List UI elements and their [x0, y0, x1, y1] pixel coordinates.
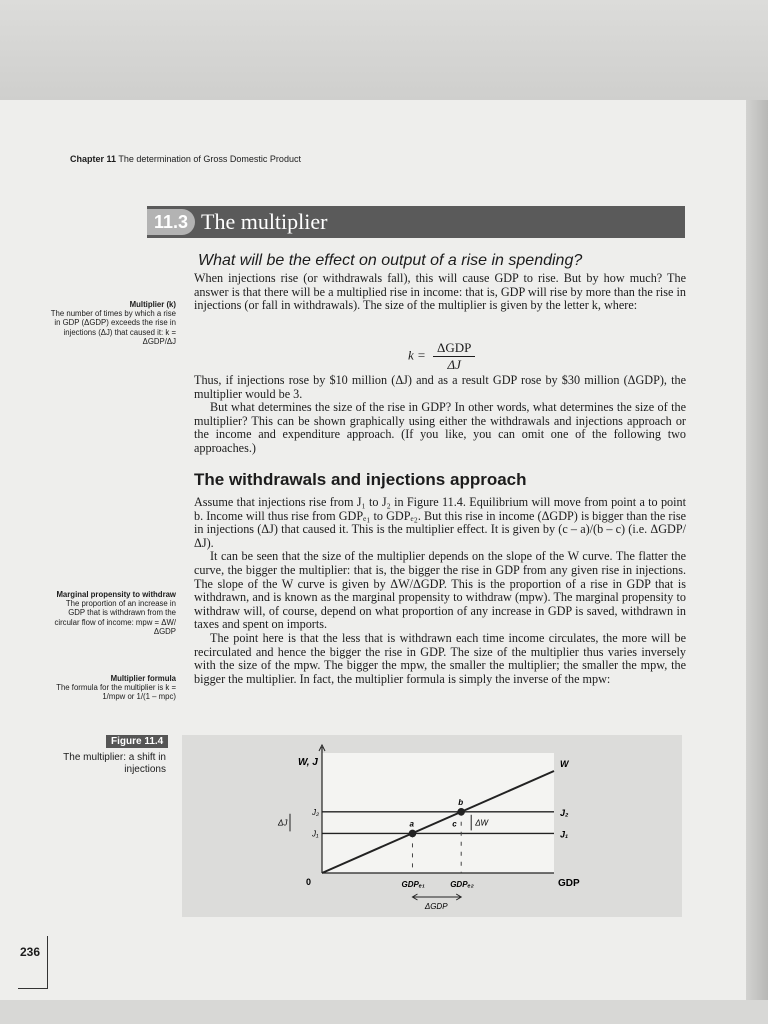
section-title: The multiplier [201, 209, 328, 234]
margin-note-text: The proportion of an increase in GDP that is withdrawn from the circular flow of income: mpw = ΔW/ΔGDP [54, 599, 176, 636]
series-line-j2-label: J₂ [560, 807, 569, 818]
page-rule-horizontal [18, 988, 48, 989]
section-number: 11.3 [147, 209, 195, 235]
formula-denominator: ΔJ [447, 357, 461, 372]
x-tick-gdp-e2: GDPₑ₂ [450, 880, 474, 889]
margin-note-text: The formula for the multiplier is k = 1/mpw or 1/(1 – mpc) [56, 683, 176, 702]
series-line-j2-axis-label: J₂ [312, 807, 320, 817]
page-number: 236 [20, 945, 41, 959]
series-line-j1-label: J₁ [560, 829, 569, 840]
delta-gdp-label: ΔGDP [424, 902, 448, 911]
page-edge [746, 100, 768, 1000]
formula-numerator: ΔGDP [433, 340, 475, 357]
plot-area [322, 753, 554, 873]
figure-tag: Figure 11.4 [106, 735, 168, 748]
delta-w-label: ΔW [475, 818, 489, 828]
x-axis-label: GDP [558, 878, 580, 889]
page-rule-vertical [47, 936, 48, 988]
point-label-b: b [458, 797, 464, 807]
margin-note-term: Marginal propensity to withdraw [56, 590, 176, 599]
y-axis-label: W, J [298, 757, 318, 768]
delta-j-label: ΔJ [278, 818, 288, 828]
formula-fraction [433, 340, 475, 373]
multiplier-chart [182, 735, 682, 917]
margin-note-term: Multiplier formula [110, 674, 176, 683]
paragraph-2-text: Thus, if injections rose by $10 million (ΔJ) and as a result GDP rose by $30 million (ΔGDP), the multiplier would be 3. [194, 373, 686, 401]
section-heading: The withdrawals and injections approach [194, 470, 527, 489]
point-label-c: c [452, 819, 457, 829]
chapter-label: Chapter 11 [70, 154, 117, 164]
running-header [70, 154, 301, 164]
chapter-title: The determination of Gross Domestic Product [118, 154, 301, 164]
paragraph-6-text: The point here is that the less that is withdrawn each time income circulates, the more will be recirculated and hence the bigger the rise in GDP. The size of the multiplier thus varies inversely with the size of the mpw. The bigger the mpw, the smaller the multiplier; the smaller the mpw, the bigger the multiplier. In fact, the multiplier formula is simply the inverse of the mpw: [194, 630, 686, 686]
point-a [409, 830, 417, 838]
figure-caption: The multiplier: a shift in injections [63, 752, 166, 775]
point-label-a: a [409, 819, 414, 829]
series-line-w-label: W [560, 759, 569, 769]
section-banner [147, 206, 685, 238]
figure-box [182, 735, 682, 917]
formula-lhs: k = [408, 347, 426, 363]
paragraph-1-text: When injections rise (or withdrawals fall), this will cause GDP to rise. But by how much? The answer is that there will be a multiplied rise in income: that is, GDP will rise by more than the rise in injections (or fall in withdrawals). The size of the multiplier is given by the letter k, where: [194, 271, 686, 313]
paragraph-2 [194, 374, 686, 456]
page-top-shade [0, 0, 768, 100]
margin-note-multiplier [48, 300, 176, 346]
margin-note-mpw [48, 590, 176, 636]
paragraph-4 [194, 496, 686, 686]
point-b [457, 808, 465, 816]
paragraph-4-text: Assume that injections rise from J₁ to J₂ in Figure 11.4. Equilibrium will move from point a to point b. Income will thus rise from GDPₑ₁ to GDPₑ₂. But this rise in income (ΔGDP) is bigger than the rise in injections (ΔJ) that caused it. This is the multiplier effect. It is given by (c – a)/(b – c) (i.e. ΔGDP/ΔJ). [194, 495, 686, 550]
series-line-j1-axis-label: J₁ [312, 829, 319, 839]
x-tick-gdp-e1: GDPₑ₁ [401, 880, 425, 889]
paragraph-3-text: But what determines the size of the rise in GDP? In other words, what determines the size of the multiplier? This can be shown graphically using either the withdrawals and injections approach or the income and expenditure approach. (If you like, you can omit one of the following two approaches.) [194, 400, 686, 455]
paragraph-1 [194, 272, 686, 313]
margin-note-text: The number of times by which a rise in GDP (ΔGDP) exceeds the rise in injections (ΔJ) that caused it: k = ΔGDP/ΔJ [50, 309, 176, 346]
subheading: What will be the effect on output of a rise in spending? [198, 252, 583, 269]
margin-note-formula [48, 674, 176, 702]
paragraph-5-text: It can be seen that the size of the multiplier depends on the slope of the W curve. The flatter the curve, the bigger the multiplier: that is, the bigger the rise in GDP from any given rise in injections. The slope of the W curve is given by ΔW/ΔGDP. This is the proportion of a rise in GDP that is withdrawn, and is known as the marginal propensity to withdraw (mpw). The marginal propensity to withdraw will, of course, depend on what proportion of any increase in GDP is saved, withdrawn in taxes and spent on imports. [194, 549, 686, 632]
margin-note-term: Multiplier (k) [129, 300, 176, 309]
origin-label: 0 [306, 877, 312, 887]
multiplier-formula [408, 340, 475, 373]
